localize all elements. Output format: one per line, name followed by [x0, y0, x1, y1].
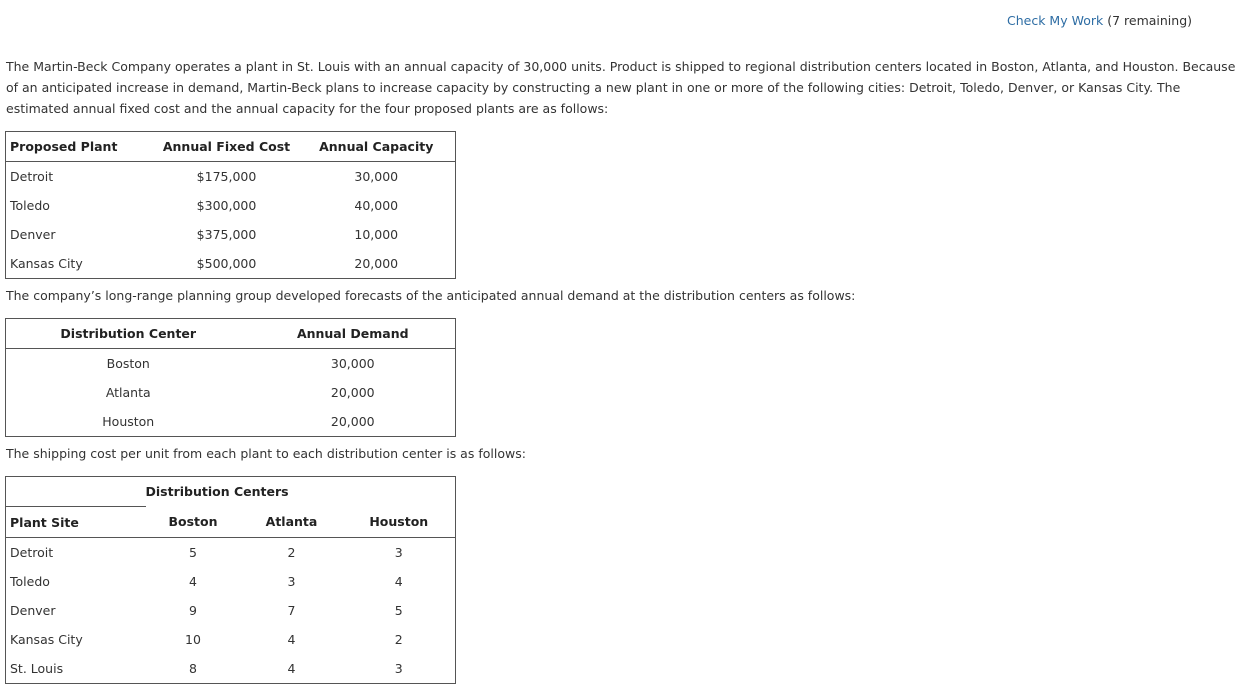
table-row: [6, 220, 456, 249]
cost-atlanta: 4: [287, 661, 296, 676]
cost-houston: 3: [394, 661, 403, 676]
remaining-attempts: (7 remaining): [1107, 13, 1193, 28]
distribution-center: Atlanta: [105, 385, 151, 400]
column-header: Annual Capacity: [298, 132, 456, 162]
capacity: 10,000: [354, 227, 399, 242]
table-row: [6, 407, 456, 437]
check-my-work-link[interactable]: Check My Work: [1007, 13, 1104, 28]
cost-atlanta: 3: [287, 574, 296, 589]
table-row: [6, 625, 456, 654]
cost-atlanta: 7: [287, 603, 296, 618]
table-row: [6, 162, 456, 192]
column-header: Annual Demand: [251, 319, 456, 349]
intro-line: estimated annual fixed cost and the annual capacity for the four proposed plants are as follows:: [6, 101, 609, 116]
demand-table: [5, 318, 456, 437]
table-row: [6, 567, 456, 596]
table-row: [6, 596, 456, 625]
intro-line: The Martin-Beck Company operates a plant in St. Louis with an annual capacity of 30,000 units. Product is shipped to regional distribution centers located in Boston, Atlanta, and Houston. Because: [6, 59, 1235, 74]
table-header-row: [6, 319, 456, 349]
plant-site: Denver: [10, 603, 56, 618]
shipping-cost-table: [5, 476, 456, 684]
capacity: 40,000: [354, 198, 399, 213]
check-my-work-area: [1007, 13, 1192, 28]
intro-line: of an anticipated increase in demand, Martin-Beck plans to increase capacity by constructing a new plant in one or more of the following cities: Detroit, Toledo, Denver, or Kansas City. The: [6, 80, 1181, 95]
annual-demand: 20,000: [330, 414, 375, 429]
shipping-intro-text: The shipping cost per unit from each plant to each distribution center is as follows:: [6, 446, 526, 461]
plant-name: Kansas City: [10, 256, 83, 271]
plant-name: Detroit: [10, 169, 54, 184]
column-header: Plant Site: [6, 507, 146, 538]
column-header: Boston: [146, 507, 241, 538]
cost-boston: 8: [189, 661, 197, 676]
distribution-center: Houston: [102, 414, 155, 429]
annual-demand: 20,000: [330, 385, 375, 400]
cost-houston: 5: [394, 603, 403, 618]
group-header-row: [6, 477, 456, 507]
table-row: [6, 249, 456, 279]
table-row: [6, 378, 456, 407]
column-header: Distribution Center: [6, 319, 251, 349]
annual-demand: 30,000: [330, 356, 375, 371]
intro-paragraph: [6, 56, 1235, 119]
capacity: 20,000: [354, 256, 399, 271]
cost-atlanta: 4: [287, 632, 296, 647]
plant-site: St. Louis: [10, 661, 64, 676]
group-header: Distribution Centers: [145, 484, 289, 500]
fixed-cost: $175,000: [196, 169, 257, 184]
cost-houston: 4: [394, 574, 403, 589]
table-row: [6, 349, 456, 379]
fixed-cost: $300,000: [196, 198, 257, 213]
cost-atlanta: 2: [287, 545, 296, 560]
plant-site: Detroit: [10, 545, 54, 560]
fixed-cost: $500,000: [196, 256, 257, 271]
fixed-cost: $375,000: [196, 227, 257, 242]
capacity: 30,000: [354, 169, 399, 184]
column-header: Atlanta: [241, 507, 343, 538]
column-header: Annual Fixed Cost: [156, 132, 298, 162]
table-row: [6, 654, 456, 684]
table-header-row: [6, 132, 456, 162]
cost-boston: 5: [189, 545, 197, 560]
plant-name: Toledo: [10, 198, 50, 213]
plant-name: Denver: [10, 227, 56, 242]
proposed-plant-table: [5, 131, 456, 279]
cost-boston: 10: [185, 632, 201, 647]
demand-intro-text: The company’s long-range planning group developed forecasts of the anticipated annual demand at the distribution centers as follows:: [6, 288, 856, 303]
column-header: Houston: [343, 507, 456, 538]
cost-houston: 3: [394, 545, 403, 560]
cost-boston: 9: [189, 603, 197, 618]
table-row: [6, 191, 456, 220]
plant-site: Toledo: [10, 574, 50, 589]
cost-boston: 4: [189, 574, 197, 589]
table-header-row: [6, 507, 456, 538]
cost-houston: 2: [394, 632, 403, 647]
plant-site: Kansas City: [10, 632, 83, 647]
column-header: Proposed Plant: [6, 132, 156, 162]
distribution-center: Boston: [106, 356, 150, 371]
table-row: [6, 538, 456, 568]
